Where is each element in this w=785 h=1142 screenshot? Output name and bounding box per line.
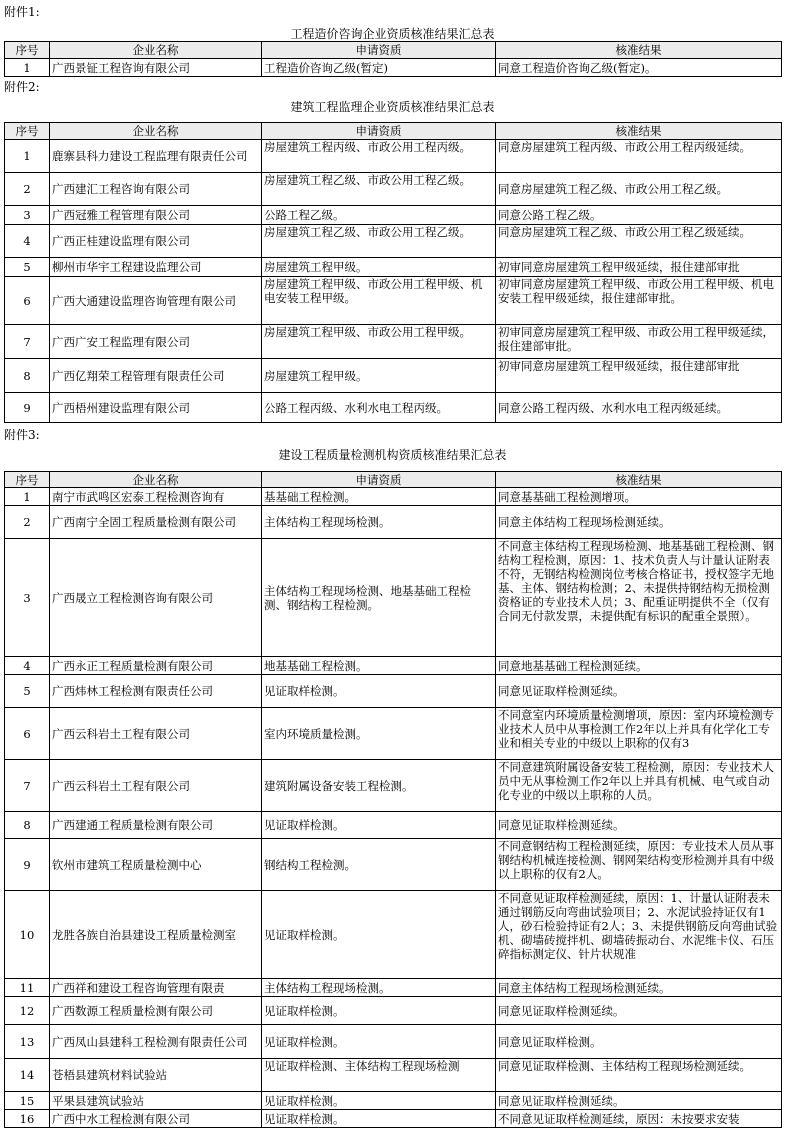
cell-result: 同意地基基础工程检测延续。 xyxy=(496,657,782,675)
table-row xyxy=(5,59,782,77)
cell-seq: 6 xyxy=(5,277,50,325)
table-row xyxy=(5,277,782,325)
cell-seq: 16 xyxy=(5,1110,50,1128)
table-row xyxy=(5,979,782,997)
header-result: 核准结果 xyxy=(496,123,782,140)
table-row xyxy=(5,1092,782,1110)
table-row xyxy=(5,506,782,539)
header-result: 核准结果 xyxy=(496,472,782,488)
header-seq: 序号 xyxy=(5,472,50,488)
cell-apply: 主体结构工程现场检测。 xyxy=(262,506,496,539)
cell-result: 不同意室内环境质量检测增项，原因：室内环境检测专业技术人员中从事检测工作2年以上并具有化学化工专业和相关专业的中级以上职称的仅有3 xyxy=(496,708,782,760)
cell-apply: 见证取样检测。 xyxy=(262,1092,496,1110)
table-row xyxy=(5,225,782,258)
header-apply: 申请资质 xyxy=(262,472,496,488)
table-row xyxy=(5,359,782,393)
table-row xyxy=(5,393,782,423)
cell-company: 广西炜林工程检测有限责任公司 xyxy=(50,675,262,708)
cell-apply: 室内环境质量检测。 xyxy=(262,708,496,760)
cell-apply: 钢结构工程检测。 xyxy=(262,839,496,891)
table-cost-consulting xyxy=(4,41,782,77)
table-3-title: 建设工程质量检测机构资质核准结果汇总表 xyxy=(278,448,507,462)
cell-company: 鹿寨县科力建设工程监理有限责任公司 xyxy=(50,140,262,173)
cell-result: 同意主体结构工程现场检测延续。 xyxy=(496,506,782,539)
cell-result: 初审同意房屋建筑工程甲级延续，报住建部审批 xyxy=(496,359,782,393)
cell-seq: 9 xyxy=(5,393,50,423)
cell-apply: 基基础工程检测。 xyxy=(262,488,496,506)
cell-apply: 见证取样检测。 xyxy=(262,675,496,708)
cell-result: 不同意钢结构工程检测延续，原因：专业技术人员从事钢结构机械连接检测、钢网架结构变形检测并具有中级以上职称的仅有2人。 xyxy=(496,839,782,891)
cell-result: 同意公路工程丙级、水利水电工程丙级延续。 xyxy=(496,393,782,423)
header-apply: 申请资质 xyxy=(262,42,496,59)
cell-seq: 4 xyxy=(5,225,50,258)
cell-result: 同意见证取样检测延续。 xyxy=(496,675,782,708)
cell-apply: 见证取样检测。 xyxy=(262,997,496,1025)
cell-company: 广西南宁全固工程质量检测有限公司 xyxy=(50,506,262,539)
table-row xyxy=(5,258,782,277)
cell-apply: 见证取样检测。 xyxy=(262,1025,496,1059)
table-supervision xyxy=(4,122,782,423)
attachment-2-label: 附件2: xyxy=(4,80,40,94)
table-row xyxy=(5,1110,782,1128)
cell-company: 广西永正工程质量检测有限公司 xyxy=(50,657,262,675)
table-quality-testing xyxy=(4,471,782,1128)
cell-result: 同意工程造价咨询乙级(暂定)。 xyxy=(496,59,782,77)
cell-result: 初审同意房屋建筑工程甲级、市政公用工程甲级、机电安装工程甲级延续，报住建部审批。 xyxy=(496,277,782,325)
cell-company: 南宁市武鸣区宏泰工程检测咨询有 xyxy=(50,488,262,506)
header-company: 企业名称 xyxy=(50,472,262,488)
table-row xyxy=(5,1025,782,1059)
cell-result: 不同意主体结构工程现场检测、地基基础工程检测、钢结构工程检测，原因：1、技术负责人与计量认证附表不符，无钢结构检测岗位考核合格证书，授权签字无地基、主体、钢结构检测；2、未提供持钢结构无损检测资格证的专业技术人员；3、配重证明提供不全（仅有合同无付款发票，未提供配有标识的配重全景照）。 xyxy=(496,539,782,657)
cell-apply: 房屋建筑工程丙级、市政公用工程丙级。 xyxy=(262,140,496,173)
cell-result: 初审同意房屋建筑工程甲级、市政公用工程甲级延续，报住建部审批。 xyxy=(496,325,782,359)
cell-company: 广西凤山县建科工程检测有限责任公司 xyxy=(50,1025,262,1059)
cell-apply: 见证取样检测。 xyxy=(262,891,496,979)
cell-company: 广西冠雅工程管理有限公司 xyxy=(50,206,262,225)
cell-apply: 房屋建筑工程甲级。 xyxy=(262,359,496,393)
table-row xyxy=(5,173,782,206)
table-row xyxy=(5,539,782,657)
cell-seq: 2 xyxy=(5,506,50,539)
cell-result: 同意见证取样检测。 xyxy=(496,1025,782,1059)
cell-result: 同意房屋建筑工程丙级、市政公用工程丙级延续。 xyxy=(496,140,782,173)
table-row xyxy=(5,206,782,225)
cell-result: 不同意见证取样检测延续，原因：1、计量认证附表未通过钢筋反向弯曲试验项目；2、水泥试验持证仅有1人，砂石检验持证有2人；3、未提供钢筋反向弯曲试验机、砌墙砖搅拌机、砌墙砖振动台、水泥维卡仪、石压碎指标测定仪、针片状规准 xyxy=(496,891,782,979)
cell-apply: 主体结构工程现场检测。 xyxy=(262,979,496,997)
cell-apply: 见证取样检测、主体结构工程现场检测 xyxy=(262,1059,496,1092)
cell-result: 同意见证取样检测延续。 xyxy=(496,997,782,1025)
cell-seq: 5 xyxy=(5,675,50,708)
cell-seq: 1 xyxy=(5,488,50,506)
cell-result: 同意公路工程乙级。 xyxy=(496,206,782,225)
table-row xyxy=(5,891,782,979)
cell-company: 广西景钲工程咨询有限公司 xyxy=(50,59,262,77)
cell-seq: 12 xyxy=(5,997,50,1025)
table-row xyxy=(5,997,782,1025)
cell-result: 同意主体结构工程现场检测延续。 xyxy=(496,979,782,997)
attachment-3-label: 附件3: xyxy=(4,428,40,442)
cell-seq: 14 xyxy=(5,1059,50,1092)
table-row xyxy=(5,657,782,675)
header-seq: 序号 xyxy=(5,42,50,59)
cell-seq: 11 xyxy=(5,979,50,997)
cell-seq: 7 xyxy=(5,325,50,359)
cell-apply: 见证取样检测。 xyxy=(262,1110,496,1128)
cell-company: 广西正桂建设监理有限公司 xyxy=(50,225,262,258)
cell-result: 同意房屋建筑工程乙级、市政公用工程乙级延续。 xyxy=(496,225,782,258)
table-row xyxy=(5,675,782,708)
cell-apply: 地基基础工程检测。 xyxy=(262,657,496,675)
cell-seq: 7 xyxy=(5,760,50,812)
header-apply: 申请资质 xyxy=(262,123,496,140)
table-row xyxy=(5,839,782,891)
cell-result: 初审同意房屋建筑工程甲级延续，报住建部审批 xyxy=(496,258,782,277)
cell-result: 同意见证取样检测、主体结构工程现场检测延续。 xyxy=(496,1059,782,1092)
table-row xyxy=(5,325,782,359)
cell-seq: 3 xyxy=(5,539,50,657)
table-row xyxy=(5,488,782,506)
cell-seq: 2 xyxy=(5,173,50,206)
cell-result: 不同意见证取样检测延续，原因：未按要求安装 xyxy=(496,1110,782,1128)
cell-result: 不同意建筑附属设备安装工程检测，原因：专业技术人员中无从事检测工作2年以上并具有机械、电气或自动化专业的中级以上职称的人员。 xyxy=(496,760,782,812)
cell-apply: 公路工程丙级、水利水电工程丙级。 xyxy=(262,393,496,423)
header-result: 核准结果 xyxy=(496,42,782,59)
cell-seq: 15 xyxy=(5,1092,50,1110)
cell-seq: 6 xyxy=(5,708,50,760)
cell-company: 平果县建筑试验站 xyxy=(50,1092,262,1110)
table-row xyxy=(5,812,782,839)
cell-company: 柳州市华宇工程建设监理公司 xyxy=(50,258,262,277)
cell-company: 广西建汇工程咨询有限公司 xyxy=(50,173,262,206)
table-2-title: 建筑工程监理企业资质核准结果汇总表 xyxy=(290,100,495,114)
cell-apply: 见证取样检测。 xyxy=(262,812,496,839)
cell-apply: 建筑附属设备安装工程检测。 xyxy=(262,760,496,812)
cell-company: 广西梧州建设监理有限公司 xyxy=(50,393,262,423)
cell-seq: 1 xyxy=(5,140,50,173)
cell-apply: 房屋建筑工程甲级、市政公用工程甲级。 xyxy=(262,325,496,359)
cell-seq: 1 xyxy=(5,59,50,77)
cell-seq: 9 xyxy=(5,839,50,891)
cell-company: 苍梧县建筑材料试验站 xyxy=(50,1059,262,1092)
cell-seq: 8 xyxy=(5,812,50,839)
cell-company: 广西广安工程监理有限公司 xyxy=(50,325,262,359)
cell-result: 同意房屋建筑工程乙级、市政公用工程乙级。 xyxy=(496,173,782,206)
cell-seq: 13 xyxy=(5,1025,50,1059)
cell-apply: 房屋建筑工程乙级、市政公用工程乙级。 xyxy=(262,225,496,258)
cell-company: 广西亿翔荣工程管理有限责任公司 xyxy=(50,359,262,393)
header-seq: 序号 xyxy=(5,123,50,140)
table-row xyxy=(5,1059,782,1092)
table-row xyxy=(5,708,782,760)
cell-seq: 4 xyxy=(5,657,50,675)
cell-seq: 5 xyxy=(5,258,50,277)
cell-company: 广西云科岩土工程有限公司 xyxy=(50,760,262,812)
cell-company: 广西中水工程检测有限公司 xyxy=(50,1110,262,1128)
cell-seq: 3 xyxy=(5,206,50,225)
table-1-title: 工程造价咨询企业资质核准结果汇总表 xyxy=(290,27,495,41)
attachment-1-label: 附件1: xyxy=(4,5,40,19)
cell-apply: 房屋建筑工程甲级。 xyxy=(262,258,496,277)
table-row xyxy=(5,760,782,812)
cell-result: 同意见证取样检测延续。 xyxy=(496,812,782,839)
header-company: 企业名称 xyxy=(50,42,262,59)
cell-apply: 公路工程乙级。 xyxy=(262,206,496,225)
cell-company: 广西晟立工程检测咨询有限公司 xyxy=(50,539,262,657)
cell-company: 广西云科岩土工程有限公司 xyxy=(50,708,262,760)
cell-company: 广西大通建设监理咨询管理有限公司 xyxy=(50,277,262,325)
table-row xyxy=(5,140,782,173)
cell-result: 同意见证取样检测延续。 xyxy=(496,1092,782,1110)
cell-company: 龙胜各族自治县建设工程质量检测室 xyxy=(50,891,262,979)
cell-apply: 工程造价咨询乙级(暂定) xyxy=(262,59,496,77)
cell-company: 广西建通工程质量检测有限公司 xyxy=(50,812,262,839)
cell-company: 广西数源工程质量检测有限公司 xyxy=(50,997,262,1025)
cell-apply: 房屋建筑工程乙级、市政公用工程乙级。 xyxy=(262,173,496,206)
cell-seq: 10 xyxy=(5,891,50,979)
cell-company: 钦州市建筑工程质量检测中心 xyxy=(50,839,262,891)
cell-apply: 房屋建筑工程甲级、市政公用工程甲级、机电安装工程甲级。 xyxy=(262,277,496,325)
cell-seq: 8 xyxy=(5,359,50,393)
cell-result: 同意基基础工程检测增项。 xyxy=(496,488,782,506)
cell-company: 广西祥和建设工程咨询管理有限责 xyxy=(50,979,262,997)
cell-apply: 主体结构工程现场检测、地基基础工程检测、钢结构工程检测。 xyxy=(262,539,496,657)
header-company: 企业名称 xyxy=(50,123,262,140)
